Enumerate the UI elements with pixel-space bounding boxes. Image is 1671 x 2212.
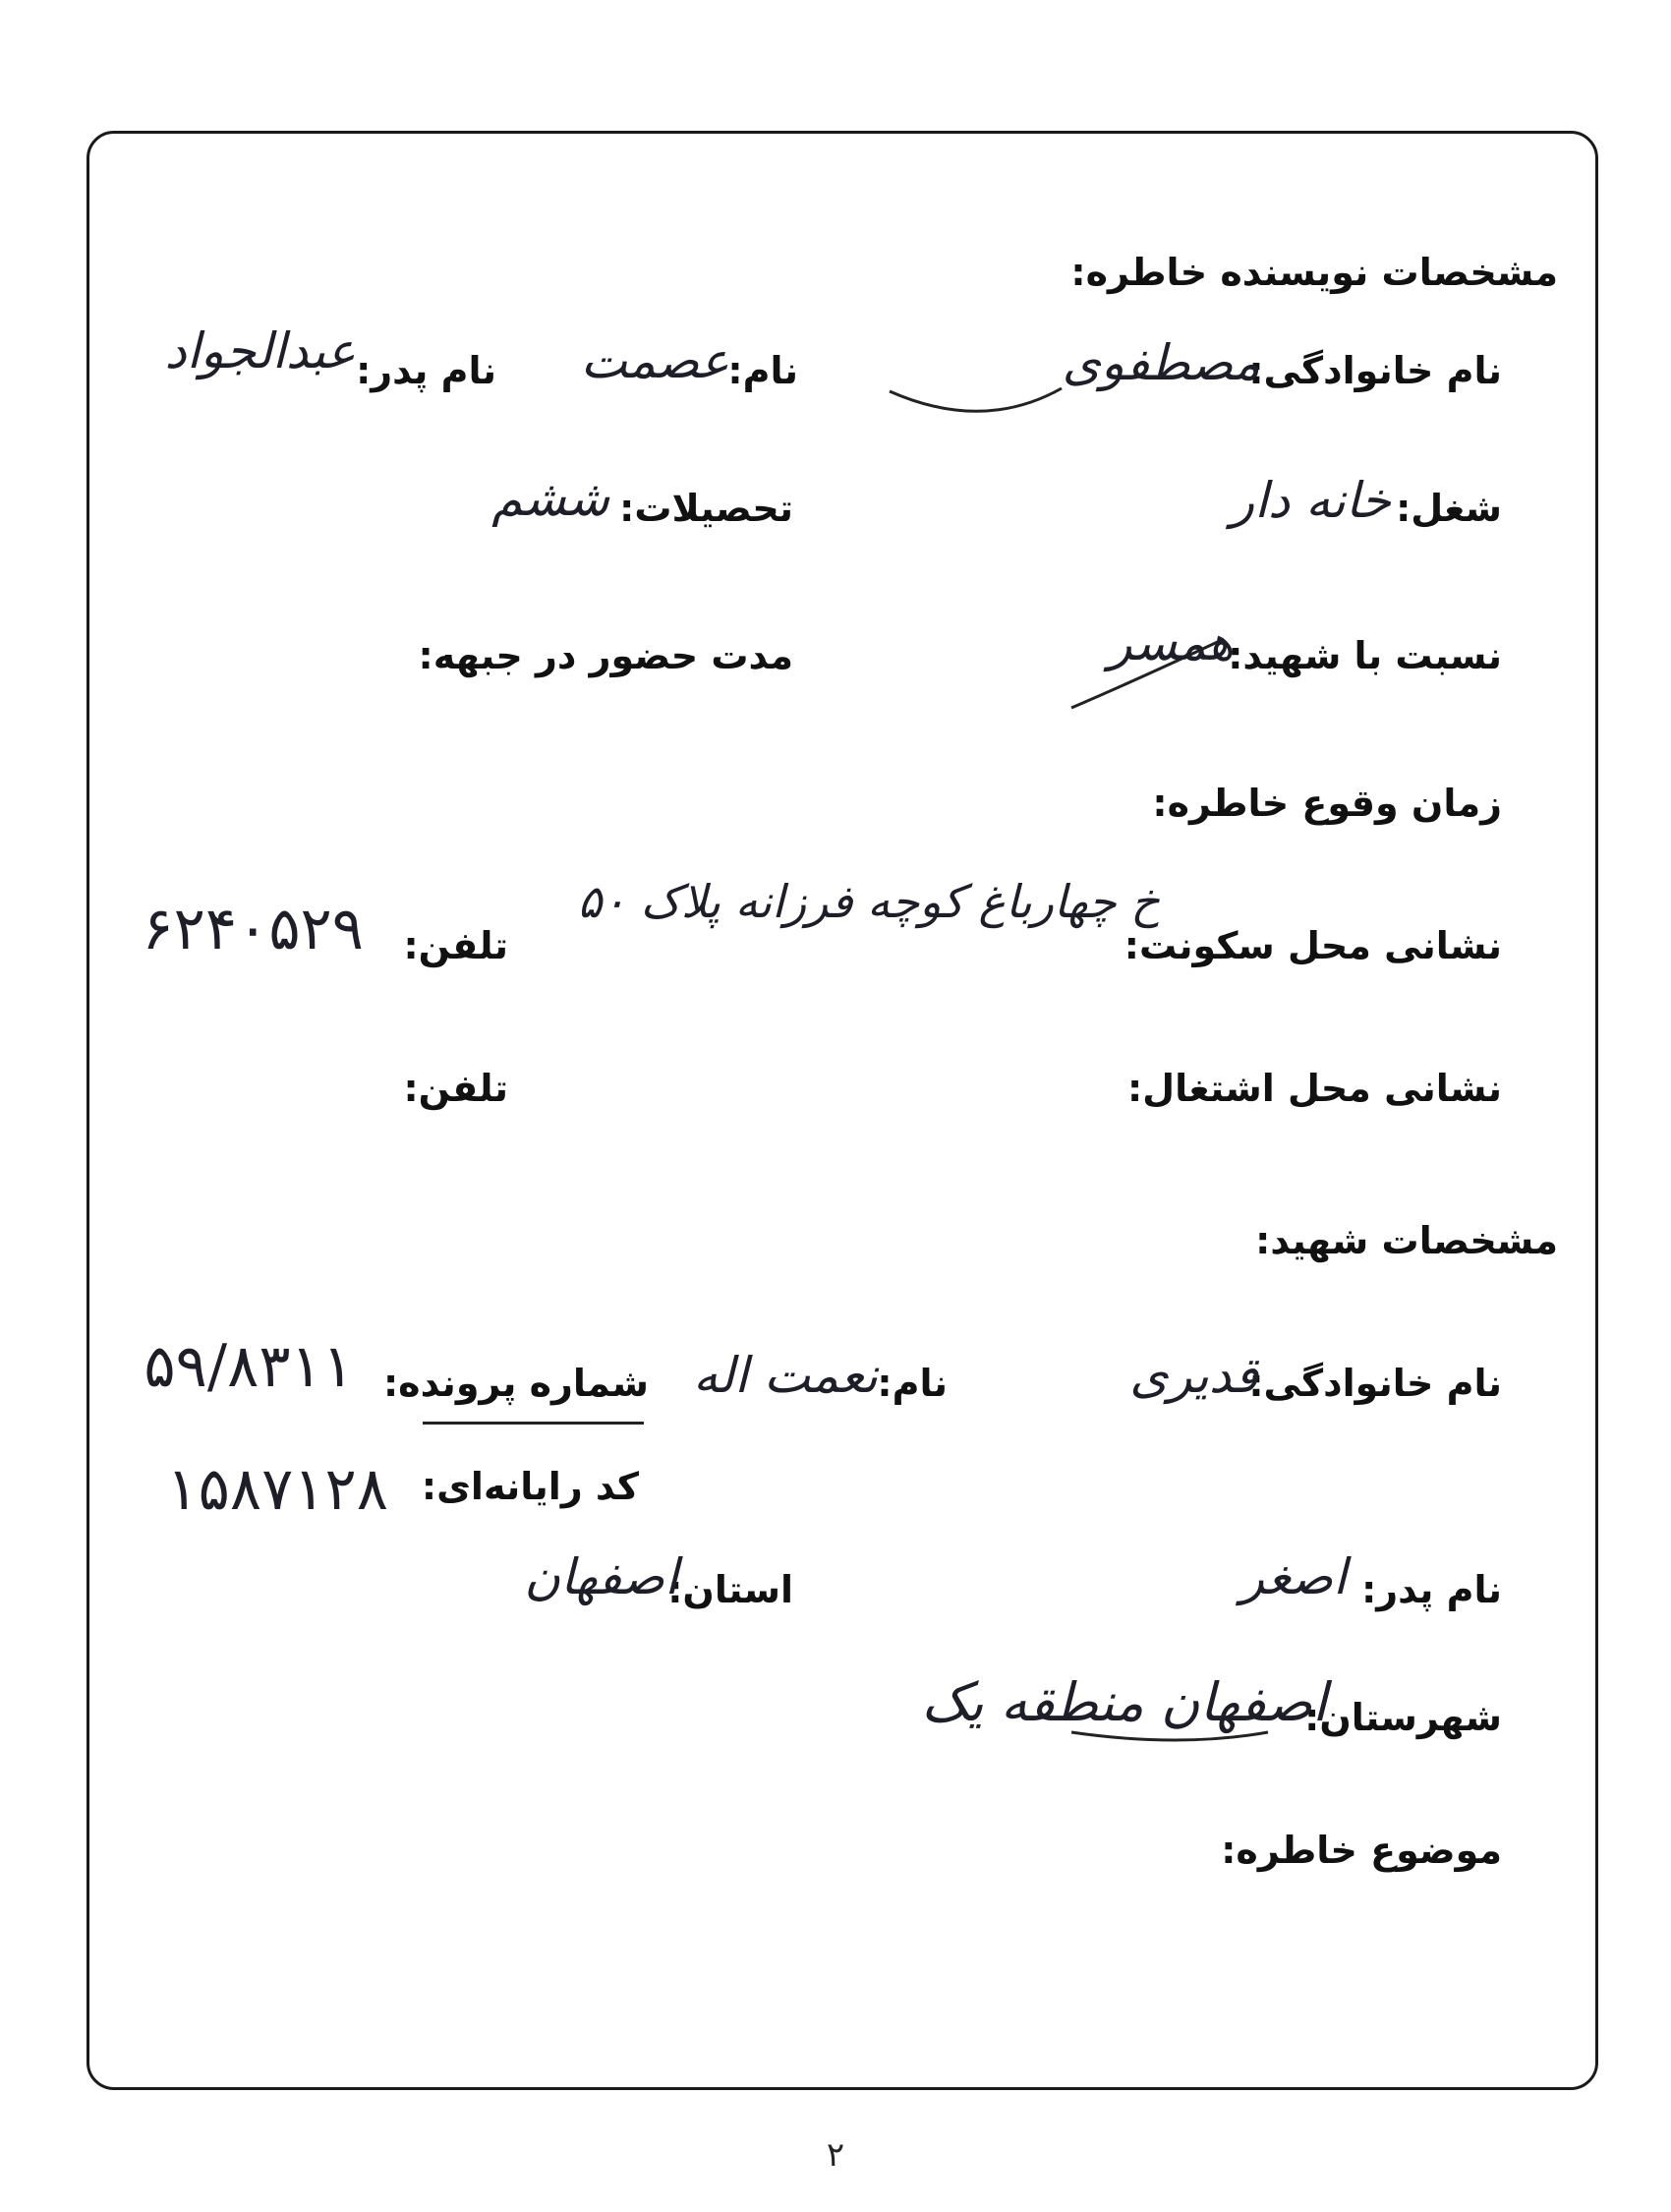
writer-first-name-label: نام: xyxy=(727,349,798,392)
martyr-computer-code-value: ۱۵۸۷۱۲۸ xyxy=(166,1455,388,1524)
martyr-county-value: اصفهان منطقه یک xyxy=(921,1671,1327,1733)
writer-front-duration-label: مدت حضور در جبهه: xyxy=(418,634,793,677)
writer-work-phone-label: تلفن: xyxy=(403,1067,508,1110)
martyr-father-name-value: اصغر xyxy=(1239,1548,1347,1605)
county-flourish xyxy=(1071,1732,1268,1740)
martyr-topic-label: موضوع خاطره: xyxy=(1221,1829,1502,1872)
martyr-heading: مشخصات شهید: xyxy=(1255,1219,1558,1262)
martyr-province-value: اصفهان xyxy=(524,1548,678,1605)
martyr-file-number-label: شماره پرونده: xyxy=(382,1362,649,1405)
writer-work-address-label: نشانی محل اشتغال: xyxy=(1126,1067,1502,1110)
writer-family-name-label: نام خانوادگی: xyxy=(1248,349,1502,392)
writer-relation-value: همسر xyxy=(1108,614,1234,671)
writer-home-phone-value: ۶۲۴۰۵۲۹ xyxy=(142,895,364,963)
martyr-family-name-label: نام خانوادگی: xyxy=(1248,1362,1502,1405)
martyr-province-label: استان: xyxy=(667,1568,793,1611)
writer-heading: مشخصات نویسنده خاطره: xyxy=(1070,251,1558,294)
martyr-computer-code-label: کد رایانه‌ای: xyxy=(421,1465,639,1508)
writer-father-name-label: نام پدر: xyxy=(356,349,496,392)
writer-memory-time-label: زمان وقوع خاطره: xyxy=(1152,782,1502,825)
page-number: ۲ xyxy=(826,2135,845,2175)
file-number-underline xyxy=(423,1422,644,1425)
martyr-first-name-value: نعمت اله xyxy=(693,1347,878,1404)
writer-occupation-label: شغل: xyxy=(1396,487,1502,530)
writer-home-phone-label: تلفن: xyxy=(403,924,508,967)
writer-occupation-value: خانه دار xyxy=(1230,472,1391,529)
writer-education-value: ششم xyxy=(491,470,609,527)
martyr-county-label: شهرستان: xyxy=(1304,1696,1502,1739)
writer-home-address-label: نشانی محل سکونت: xyxy=(1124,924,1502,967)
martyr-first-name-label: نام: xyxy=(877,1362,948,1405)
writer-home-address-value: خ چهارباغ کوچه فرزانه پلاک ۵۰ xyxy=(577,875,1160,928)
writer-family-name-value: مصطفوی xyxy=(1062,334,1260,391)
signature-flourish-family xyxy=(890,388,1062,411)
martyr-file-number-value: ۵۹/۸۳۱۱ xyxy=(144,1332,354,1401)
martyr-father-name-label: نام پدر: xyxy=(1361,1568,1502,1611)
writer-education-label: تحصیلات: xyxy=(619,487,793,530)
writer-first-name-value: عصمت xyxy=(580,332,729,389)
martyr-family-name-value: قدیری xyxy=(1129,1347,1258,1404)
writer-father-name-value: عبدالجواد xyxy=(164,322,356,379)
writer-relation-label: نسبت با شهید: xyxy=(1228,634,1502,677)
